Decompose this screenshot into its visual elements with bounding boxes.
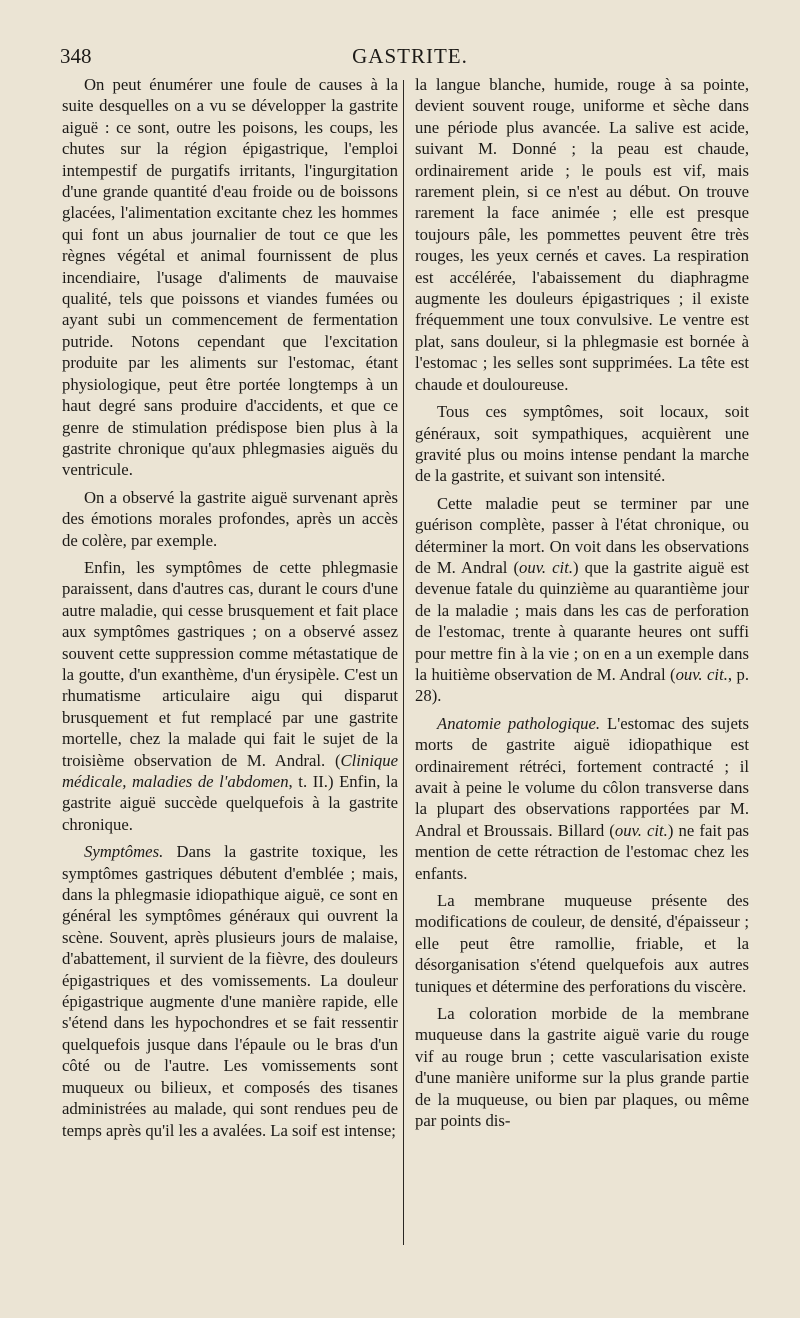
paragraph: La membrane muqueuse présente des modifications de couleur, de densité, d'épaisseur ; elle peut être ramollie, friable, et la désorganisation s'étend quelquefois aux autres tuniques et détermine des perforations du viscère. xyxy=(415,891,749,996)
paragraph: Enfin, les symptômes de cette phlegmasie paraissent, dans d'autres cas, durant le cours d'une autre maladie, qui cesse brusquement et fait place aux symptômes gastriques ; on a observé assez souvent cette suppression comme métastatique de la goutte, d'un exanthème, d'un érysipèle. C'est un rhumatisme articulaire aigu qui disparut brusquement et fut remplacé par une gastrite mortelle, chez la malade qui fait le sujet de la troisième observation de M. Andral. (Clinique médicale, maladies de l'abdomen, t. II.) Enfin, la gastrite aiguë succède quelquefois à la gastrite chronique. xyxy=(62,557,398,834)
running-title: GASTRITE. xyxy=(352,44,468,68)
citation: ouv. cit. xyxy=(614,820,668,840)
section-lead: Symptômes. xyxy=(84,842,164,862)
paragraph: la langue blanche, humide, rouge à sa pointe, devient souvent rouge, uniforme et sèche dans une période plus avancée. La salive est acide, suivant M. Donné ; la peau est chaude, ordinairement aride ; le pouls est vif, mais rarement plein, si ce n'est au début. On trouve rarement la face animée ; elle est presque toujours pâle, les pommettes peuvent être très rouges, les yeux cernés et caves. La respiration est accélérée, l'abaissement du diaphragme augmente les douleurs épigastriques ; il existe fréquemment une toux convulsive. Le ventre est plat, sans douleur, si la phlegmasie est bornée à l'estomac ; les selles sont supprimées. La tête est chaude et douloureuse. xyxy=(415,75,749,394)
paragraph: Symptômes. Dans la gastrite toxique, les symptômes gastriques débutent d'emblée ; mais, dans la phlegmasie idiopathique aiguë, ce sont en général les symptômes généraux qui ouvrent la scène. Souvent, après plusieurs jours de malaise, d'abattement, il survient de la fièvre, des douleurs épigastriques et des vomissements. La douleur épigastrique augmente d'une manière rapide, elle s'étend dans les hypochondres et se fait ressentir quelquefois jusque dans l'épaule ou le bras d'un côté ou de l'autre. Les vomissements sont muqueux ou bilieux, et composés des tisanes administrées au malade, qui sont rendues peu de temps après qu'il les a avalées. La soif est intense; xyxy=(62,842,398,1140)
right-column xyxy=(415,74,749,1138)
paragraph: Anatomie pathologique. L'estomac des sujets morts de gastrite aiguë idiopathique est ordinairement rétréci, fortement contracté ; il avait à peine le volume du côlon transverse dans la plupart des observations rapportées par M. Andral et Broussais. Billard (ouv. cit.) ne fait pas mention de cette rétraction de l'estomac chez les enfants. xyxy=(415,713,749,883)
paragraph: Tous ces symptômes, soit locaux, soit généraux, soit sympathiques, acquièrent une gravité plus ou moins intense pendant la marche de la gastrite, et suivant son intensité. xyxy=(415,402,749,486)
citation: ouv. cit. xyxy=(675,664,728,684)
paragraph: La coloration morbide de la membrane muqueuse dans la gastrite aiguë varie du rouge vif au rouge brun ; cette vascularisation existe d'une manière uniforme sur la plus grande partie de la muqueuse, ou bien par plaques, ou même par points dis- xyxy=(415,1004,749,1131)
page-number: 348 xyxy=(60,44,92,68)
citation: ouv. cit. xyxy=(519,557,574,577)
left-column xyxy=(62,74,398,1147)
section-lead: Anatomie pathologique. xyxy=(437,713,601,733)
paragraph: On a observé la gastrite aiguë survenant après des émotions morales profondes, après un accès de colère, par exemple. xyxy=(62,487,398,550)
paragraph: On peut énumérer une foule de causes à la suite desquelles on a vu se développer la gastrite aiguë : ce sont, outre les poisons, les coups, les chutes sur la région épigastrique, l'emploi intempestif de purgatifs irritants, l'ingurgitation d'une grande quantité d'eau froide ou de boissons glacées, l'alimentation excitante chez les hommes qui font un abus journalier de tout ce que les règnes végétal et animal fournissent de plus incendiaire, l'usage d'aliments de mauvaise qualité, tels que poissons et viandes fumées ou ayant subi un commencement de fermentation putride. Notons cependant que l'excitation produite par les aliments sur l'estomac, étant physiologique, peut être portée longtemps à un haut degré sans produire d'accidents, et que ce genre de stimulation prédispose bien plus à la gastrite chronique qu'aux phlegmasies aiguës du ventricule. xyxy=(62,75,398,480)
column-divider xyxy=(403,80,404,1245)
citation: Clinique médicale, maladies de l'abdomen xyxy=(62,750,398,791)
paragraph: Cette maladie peut se terminer par une guérison complète, passer à l'état chronique, ou déterminer la mort. On voit dans les observations de M. Andral (ouv. cit.) que la gastrite aiguë est devenue fatale du quinzième au quarantième jour de la maladie ; mais dans les cas de perforation de l'estomac, trente à quarante heures ont suffi pour mettre fin à la vie ; on en a un exemple dans la huitième observation de M. Andral (ouv. cit., p. 28). xyxy=(415,493,750,706)
page-header xyxy=(60,44,760,74)
